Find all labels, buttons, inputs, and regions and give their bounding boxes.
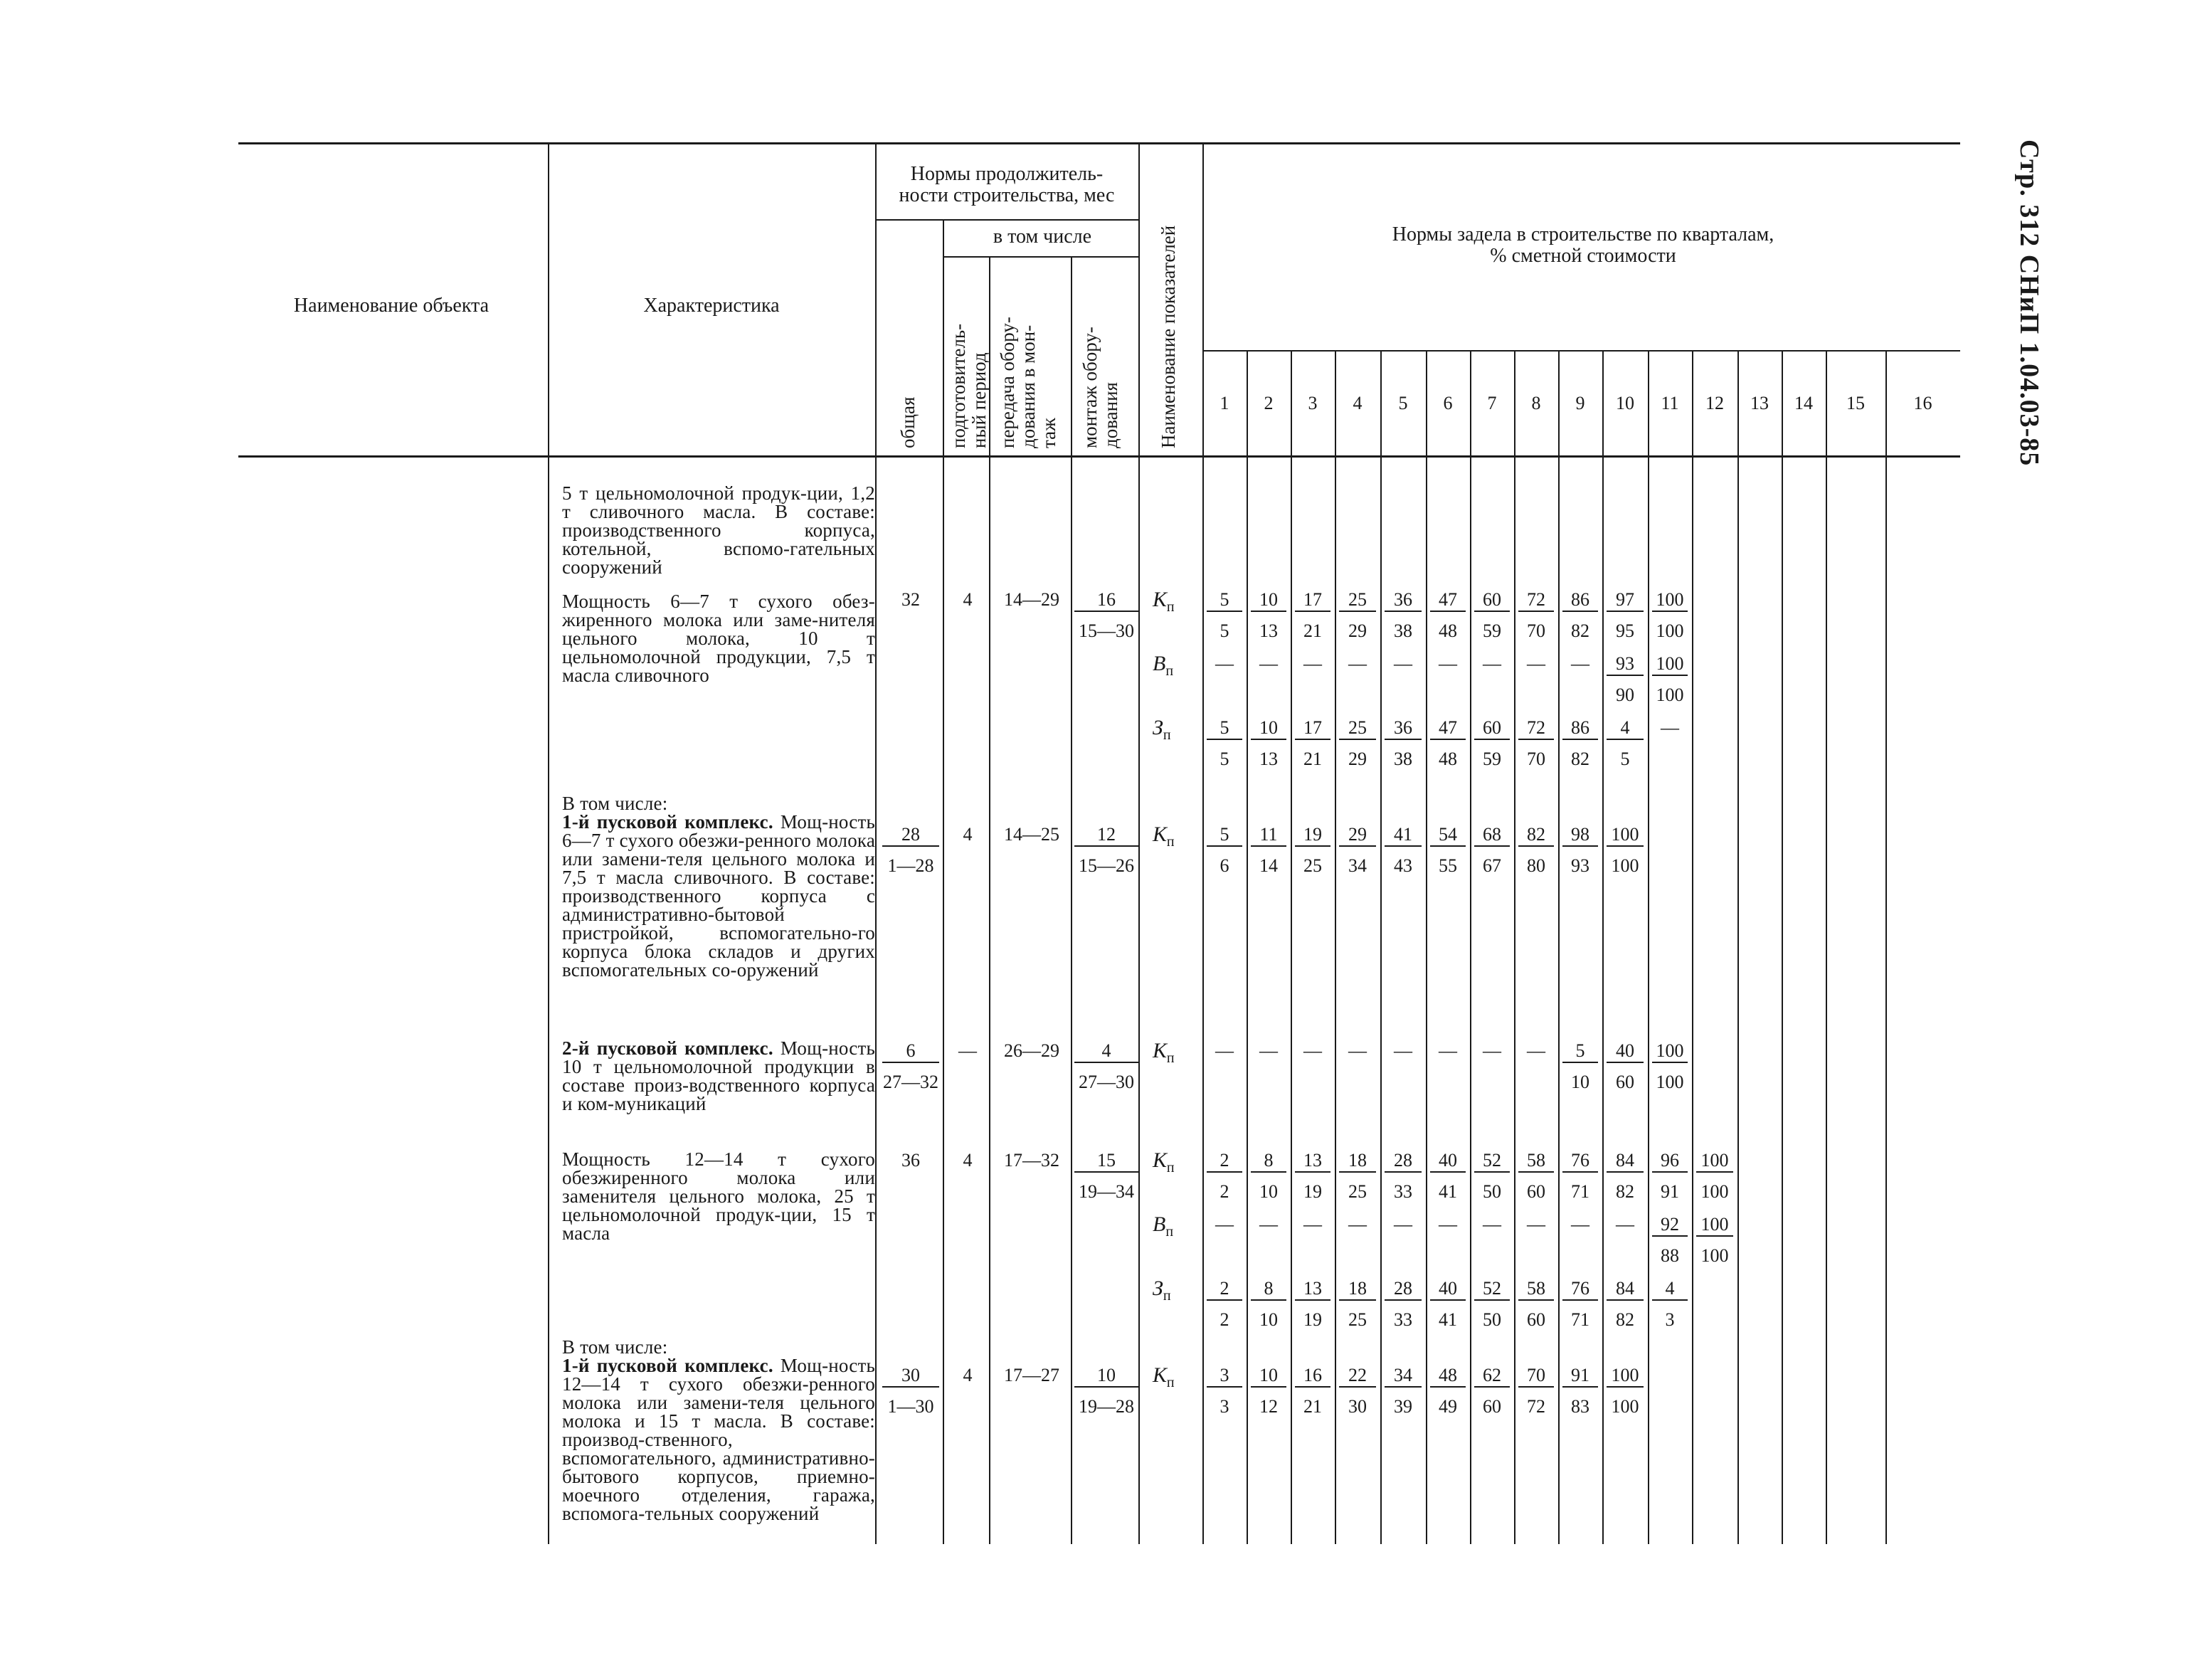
row-4-preparatory: 4 xyxy=(963,1150,973,1171)
row-4-ind-2-q4-top: 18 xyxy=(1339,1278,1376,1301)
row-1-ind-1-q9-top: — xyxy=(1571,653,1589,674)
row-4-ind-0-q3-top: 13 xyxy=(1295,1150,1330,1173)
row-3-ind-0-q9-bottom: 10 xyxy=(1571,1072,1589,1092)
row-1-ind-0-q5-bottom: 38 xyxy=(1394,620,1412,641)
row-4-ind-2-q9-bottom: 71 xyxy=(1571,1309,1589,1330)
row-2-ind-0-q7-bottom: 67 xyxy=(1483,855,1501,876)
row-5-ind-0-q7-bottom: 60 xyxy=(1483,1396,1501,1417)
row-1-ind-0-q7-top: 60 xyxy=(1474,589,1510,612)
row-4-ind-2-q7-bottom: 50 xyxy=(1483,1309,1501,1330)
header-duration-title: Нормы продолжитель- ности строительства, мес xyxy=(899,163,1115,206)
row-4-total: 36 xyxy=(901,1150,920,1171)
row-5-preparatory: 4 xyxy=(963,1365,973,1385)
row-4-ind-2-q2-top: 8 xyxy=(1251,1278,1286,1301)
row-1-ind-2-q4-top: 25 xyxy=(1339,717,1376,740)
quarter-header-8: 8 xyxy=(1531,393,1541,413)
row-1-ind-0-q9-bottom: 82 xyxy=(1571,620,1589,641)
quarter-header-9: 9 xyxy=(1575,393,1585,413)
row-3-ind-0-q5-top: — xyxy=(1394,1040,1412,1061)
quarter-header-4: 4 xyxy=(1353,393,1363,413)
row-3-ind-0-q10-bottom: 60 xyxy=(1616,1072,1634,1092)
header-bottom-border xyxy=(238,455,1960,458)
row-1-ind-2-q7-bottom: 59 xyxy=(1483,749,1501,769)
row-4-ind-2-q11-bottom: 3 xyxy=(1665,1309,1675,1330)
row-4-ind-2-q6-bottom: 41 xyxy=(1439,1309,1457,1330)
row-4-ind-2-q11-top: 4 xyxy=(1652,1278,1688,1301)
row-1-ind-2-q9-bottom: 82 xyxy=(1571,749,1589,769)
row-2-preparatory: 4 xyxy=(963,824,973,845)
row-4-ind-2-q7-top: 52 xyxy=(1474,1278,1510,1301)
quarter-header-14: 14 xyxy=(1794,393,1813,413)
row-2-ind-0-q1-bottom: 6 xyxy=(1220,855,1229,876)
quarter-header-5: 5 xyxy=(1398,393,1408,413)
row-4-ind-0-q4-bottom: 25 xyxy=(1348,1181,1367,1202)
row-1-indicator-0: $К_п$ xyxy=(1153,588,1175,615)
row-5-ind-0-q8-top: 70 xyxy=(1518,1365,1554,1388)
row-5-indicator-0: $К_п$ xyxy=(1153,1363,1175,1390)
row-1-ind-1-q10-top: 93 xyxy=(1607,653,1644,676)
row-1-ind-2-q5-bottom: 38 xyxy=(1394,749,1412,769)
row-4-ind-2-q8-bottom: 60 xyxy=(1527,1309,1545,1330)
row-1-ind-1-q6-top: — xyxy=(1439,653,1457,674)
row-2-ind-0-q3-top: 19 xyxy=(1295,824,1330,847)
row-4-indicator-1: $В_п$ xyxy=(1153,1213,1174,1240)
row-5-transfer: 17—27 xyxy=(1004,1365,1059,1385)
row-4-ind-0-q7-bottom: 50 xyxy=(1483,1181,1501,1202)
row-5-ind-0-q3-top: 16 xyxy=(1295,1365,1330,1388)
quarter-header-2: 2 xyxy=(1264,393,1274,413)
row-1-ind-2-q6-top: 47 xyxy=(1430,717,1466,740)
row-5-ind-0-q2-top: 10 xyxy=(1251,1365,1286,1388)
row-2-transfer: 14—25 xyxy=(1004,824,1059,845)
row-3-ind-0-q11-top: 100 xyxy=(1652,1040,1688,1063)
row-4-ind-0-q1-bottom: 2 xyxy=(1220,1181,1229,1202)
row-4-ind-2-q1-top: 2 xyxy=(1207,1278,1242,1301)
row-3-indicator-0: $К_п$ xyxy=(1153,1039,1175,1066)
row-4-ind-2-q4-bottom: 25 xyxy=(1348,1309,1367,1330)
row-4-ind-0-q9-top: 76 xyxy=(1562,1150,1598,1173)
row-1-ind-0-q3-bottom: 21 xyxy=(1303,620,1322,641)
row-2-ind-0-q4-bottom: 34 xyxy=(1348,855,1367,876)
row-5-ind-0-q4-bottom: 30 xyxy=(1348,1396,1367,1417)
row-4-ind-0-q8-top: 58 xyxy=(1518,1150,1554,1173)
row-1-ind-2-q2-top: 10 xyxy=(1251,717,1286,740)
row-2-ind-0-q4-top: 29 xyxy=(1339,824,1376,847)
row-3-ind-0-q2-top: — xyxy=(1259,1040,1278,1061)
row-5-installation: 10 xyxy=(1074,1365,1138,1388)
row-4-ind-1-q7-top: — xyxy=(1483,1214,1501,1235)
row-1-preparatory: 4 xyxy=(963,589,973,610)
row-4-ind-0-q11-bottom: 91 xyxy=(1661,1181,1679,1202)
row-4-ind-2-q8-top: 58 xyxy=(1518,1278,1554,1301)
row-1-ind-0-q1-bottom: 5 xyxy=(1220,620,1229,641)
row-2-indicator-0: $К_п$ xyxy=(1153,823,1175,850)
row-2-lead: В том числе: xyxy=(562,793,668,814)
row-3-ind-0-q11-bottom: 100 xyxy=(1656,1072,1684,1092)
row-4-indicator-0: $К_п$ xyxy=(1153,1148,1175,1176)
row-2-ind-0-q2-bottom: 14 xyxy=(1259,855,1278,876)
row-1-ind-0-q11-bottom: 100 xyxy=(1656,620,1684,641)
row-3-ind-0-q6-top: — xyxy=(1439,1040,1457,1061)
quarter-header-16: 16 xyxy=(1913,393,1932,413)
row-4-ind-0-q10-top: 84 xyxy=(1607,1150,1644,1173)
row-4-ind-0-q8-bottom: 60 xyxy=(1527,1181,1545,1202)
header-including: в том числе xyxy=(993,226,1092,248)
row-5-ind-0-q1-bottom: 3 xyxy=(1220,1396,1229,1417)
row-4-ind-0-q2-bottom: 10 xyxy=(1259,1181,1278,1202)
row-2-ind-0-q5-bottom: 43 xyxy=(1394,855,1412,876)
row-5-ind-0-q3-bottom: 21 xyxy=(1303,1396,1322,1417)
header-characteristic: Характеристика xyxy=(643,295,780,317)
row-4-ind-0-q5-bottom: 33 xyxy=(1394,1181,1412,1202)
row-1-ind-1-q3-top: — xyxy=(1303,653,1322,674)
row-1-ind-2-q3-top: 17 xyxy=(1295,717,1330,740)
row-5-ind-0-q5-bottom: 39 xyxy=(1394,1396,1412,1417)
row-4-ind-0-q12-bottom: 100 xyxy=(1700,1181,1729,1202)
row-2-ind-0-q2-top: 11 xyxy=(1251,824,1286,847)
row-4-ind-0-q11-top: 96 xyxy=(1652,1150,1688,1173)
row-4-ind-0-q2-top: 8 xyxy=(1251,1150,1286,1173)
row-1-ind-0-q4-top: 25 xyxy=(1339,589,1376,612)
row-2-total-range: 1—28 xyxy=(887,855,934,876)
row-3-ind-0-q10-top: 40 xyxy=(1607,1040,1644,1063)
row-4-ind-0-q12-top: 100 xyxy=(1696,1150,1733,1173)
row-1-ind-0-q4-bottom: 29 xyxy=(1348,620,1367,641)
row-3-total-range: 27—32 xyxy=(883,1072,938,1092)
row-1-ind-2-q3-bottom: 21 xyxy=(1303,749,1322,769)
row-4-ind-1-q8-top: — xyxy=(1527,1214,1545,1235)
row-1-ind-1-q1-top: — xyxy=(1215,653,1234,674)
row-1-ind-2-q10-bottom: 5 xyxy=(1620,749,1630,769)
row-4-ind-2-q3-bottom: 19 xyxy=(1303,1309,1322,1330)
row-1-ind-1-q5-top: — xyxy=(1394,653,1412,674)
row-5-ind-0-q1-top: 3 xyxy=(1207,1365,1242,1388)
row-4-ind-1-q1-top: — xyxy=(1215,1214,1234,1235)
row-5-description: В том числе: 1-й пусковой комплекс. Мощ-ность 12—14 т сухого обезжи-ренного молока или замени-теля цельного молока и 15 т масла. В составе: производ-ственного, вспомогательного, административно-бытового корпусов, приемно-моечного отделения, гаража, вспомога-тельных сооружений xyxy=(562,1336,875,1524)
row-4-ind-1-q3-top: — xyxy=(1303,1214,1322,1235)
row-1-transfer: 14—29 xyxy=(1004,589,1059,610)
row-1-ind-2-q11-top: — xyxy=(1661,717,1679,738)
row-4-ind-1-q11-top: 92 xyxy=(1652,1214,1688,1237)
row-1-ind-1-q11-bottom: 100 xyxy=(1656,685,1684,705)
row-1-ind-1-q7-top: — xyxy=(1483,653,1501,674)
row-4-ind-1-q12-bottom: 100 xyxy=(1700,1245,1729,1266)
row-4-ind-0-q9-bottom: 71 xyxy=(1571,1181,1589,1202)
row-5-ind-0-q2-bottom: 12 xyxy=(1259,1396,1278,1417)
header-installation: монтаж обору- дования xyxy=(1079,327,1121,448)
row-3-transfer: 26—29 xyxy=(1004,1040,1059,1061)
row-1-ind-1-q4-top: — xyxy=(1348,653,1367,674)
row-4-transfer: 17—32 xyxy=(1004,1150,1059,1171)
row-1-ind-1-q10-bottom: 90 xyxy=(1616,685,1634,705)
row-4-ind-2-q10-bottom: 82 xyxy=(1616,1309,1634,1330)
row-5-total-range: 1—30 xyxy=(887,1396,934,1417)
row-5-ind-0-q7-top: 62 xyxy=(1474,1365,1510,1388)
quarter-header-10: 10 xyxy=(1616,393,1634,413)
row-2-ind-0-q3-bottom: 25 xyxy=(1303,855,1322,876)
row-1-ind-0-q6-bottom: 48 xyxy=(1439,620,1457,641)
row-4-ind-2-q6-top: 40 xyxy=(1430,1278,1466,1301)
row-2-ind-0-q7-top: 68 xyxy=(1474,824,1510,847)
page-side-header: Стр. 312 СНиП 1.04.03-85 xyxy=(2014,139,2044,467)
row-3-preparatory: — xyxy=(958,1040,977,1061)
row-5-ind-0-q10-top: 100 xyxy=(1607,1365,1644,1388)
row-4-ind-2-q2-bottom: 10 xyxy=(1259,1309,1278,1330)
row-1-ind-0-q2-top: 10 xyxy=(1251,589,1286,612)
row-1-ind-2-q10-top: 4 xyxy=(1607,717,1644,740)
header-reserve-title: Нормы задела в строительстве по кварталам, % сметной стоимости xyxy=(1392,223,1774,267)
row-5-ind-0-q9-top: 91 xyxy=(1562,1365,1598,1388)
row-4-ind-2-q10-top: 84 xyxy=(1607,1278,1644,1301)
row-4-ind-0-q6-bottom: 41 xyxy=(1439,1181,1457,1202)
row-1-ind-2-q1-top: 5 xyxy=(1207,717,1242,740)
row-1-ind-1-q2-top: — xyxy=(1259,653,1278,674)
row-4-ind-1-q11-bottom: 88 xyxy=(1661,1245,1679,1266)
row-4-ind-0-q4-top: 18 xyxy=(1339,1150,1376,1173)
row-3-ind-0-q1-top: — xyxy=(1215,1040,1234,1061)
row-1-ind-0-q3-top: 17 xyxy=(1295,589,1330,612)
row-1-total: 32 xyxy=(901,589,920,610)
row-2-ind-0-q6-bottom: 55 xyxy=(1439,855,1457,876)
row-1-indicator-1: $В_п$ xyxy=(1153,652,1174,679)
row-5-ind-0-q6-bottom: 49 xyxy=(1439,1396,1457,1417)
row-4-ind-1-q4-top: — xyxy=(1348,1214,1367,1235)
row-1-ind-0-q10-top: 97 xyxy=(1607,589,1644,612)
row-4-ind-0-q10-bottom: 82 xyxy=(1616,1181,1634,1202)
row-4-ind-1-q5-top: — xyxy=(1394,1214,1412,1235)
row-4-ind-0-q5-top: 28 xyxy=(1385,1150,1422,1173)
row-4-ind-1-q6-top: — xyxy=(1439,1214,1457,1235)
row-2-installation: 12 xyxy=(1074,824,1138,847)
header-indicator-name: Наименование показателей xyxy=(1158,225,1179,448)
row-2-ind-0-q10-top: 100 xyxy=(1607,824,1644,847)
row-5-total: 30 xyxy=(882,1365,939,1388)
row-3-description: 2-й пусковой комплекс. Мощ-ность 10 т цельномолочной продукции в составе произ-водственного корпуса и ком-муникаций xyxy=(562,1037,875,1114)
row-1-ind-2-q7-top: 60 xyxy=(1474,717,1510,740)
row-1-ind-0-q5-top: 36 xyxy=(1385,589,1422,612)
row-2-total: 28 xyxy=(882,824,939,847)
quarter-header-7: 7 xyxy=(1487,393,1497,413)
row-4-ind-1-q10-top: — xyxy=(1616,1214,1634,1235)
row-1-ind-0-q9-top: 86 xyxy=(1562,589,1598,612)
row-1-ind-0-q8-bottom: 70 xyxy=(1527,620,1545,641)
row-2-ind-0-q9-top: 98 xyxy=(1562,824,1598,847)
row-3-installation: 4 xyxy=(1074,1040,1138,1063)
row-3-total: 6 xyxy=(882,1040,939,1063)
row-4-ind-1-q9-top: — xyxy=(1571,1214,1589,1235)
row-1-description: Мощность 6—7 т сухого обез-жиренного молока или заме-нителя цельного молока, 10 т цельномолочной продукции, 7,5 т масла сливочного xyxy=(562,591,875,686)
row-5-ind-0-q5-top: 34 xyxy=(1385,1365,1422,1388)
row-5-ind-0-q10-bottom: 100 xyxy=(1611,1396,1639,1417)
row-2-ind-0-q6-top: 54 xyxy=(1430,824,1466,847)
row-2-ind-0-q9-bottom: 93 xyxy=(1571,855,1589,876)
row-5-ind-0-q4-top: 22 xyxy=(1339,1365,1376,1388)
row-3-ind-0-q4-top: — xyxy=(1348,1040,1367,1061)
header-object-name: Наименование объекта xyxy=(293,295,490,317)
row-0-description: 5 т цельномолочной продук-ции, 1,2 т сливочного масла. В составе: производственного корпуса, котельной, вспомо-гательных сооружений xyxy=(562,482,875,578)
row-3-installation-range: 27—30 xyxy=(1079,1072,1134,1092)
row-1-ind-0-q2-bottom: 13 xyxy=(1259,620,1278,641)
row-1-ind-0-q11-top: 100 xyxy=(1652,589,1688,612)
row-1-ind-1-q11-top: 100 xyxy=(1652,653,1688,676)
row-1-ind-0-q8-top: 72 xyxy=(1518,589,1554,612)
header-total: общая xyxy=(897,396,919,448)
row-3-ind-0-q7-top: — xyxy=(1483,1040,1501,1061)
quarter-header-1: 1 xyxy=(1220,393,1229,413)
row-3-ind-0-q9-top: 5 xyxy=(1562,1040,1598,1063)
row-1-ind-2-q8-top: 72 xyxy=(1518,717,1554,740)
row-1-ind-2-q9-top: 86 xyxy=(1562,717,1598,740)
row-2-description: В том числе: 1-й пусковой комплекс. Мощ-ность 6—7 т сухого обезжи-ренного молока или замени-теля цельного молока и 7,5 т масла сливочного. В составе: производственного корпуса с административно-бытовой пристройкой, вспомогательно-го корпуса блока складов и других вспомогательных со-оружений xyxy=(562,793,875,981)
row-4-ind-1-q12-top: 100 xyxy=(1696,1214,1733,1237)
quarter-header-11: 11 xyxy=(1661,393,1679,413)
row-1-ind-2-q8-bottom: 70 xyxy=(1527,749,1545,769)
row-1-ind-0-q1-top: 5 xyxy=(1207,589,1242,612)
row-1-ind-2-q6-bottom: 48 xyxy=(1439,749,1457,769)
quarter-header-15: 15 xyxy=(1846,393,1865,413)
row-2-installation-range: 15—26 xyxy=(1079,855,1134,876)
row-3-ind-0-q3-top: — xyxy=(1303,1040,1322,1061)
row-5-lead: В том числе: xyxy=(562,1336,668,1358)
row-2-ind-0-q1-top: 5 xyxy=(1207,824,1242,847)
row-1-installation: 16 xyxy=(1074,589,1138,612)
row-1-ind-2-q1-bottom: 5 xyxy=(1220,749,1229,769)
row-1-ind-0-q6-top: 47 xyxy=(1430,589,1466,612)
quarter-header-13: 13 xyxy=(1750,393,1769,413)
row-4-ind-2-q9-top: 76 xyxy=(1562,1278,1598,1301)
table-top-border xyxy=(238,142,1960,144)
row-1-ind-1-q8-top: — xyxy=(1527,653,1545,674)
row-1-ind-2-q4-bottom: 29 xyxy=(1348,749,1367,769)
row-1-ind-0-q7-bottom: 59 xyxy=(1483,620,1501,641)
row-4-installation: 15 xyxy=(1074,1150,1138,1173)
row-2-ind-0-q8-top: 82 xyxy=(1518,824,1554,847)
row-3-ind-0-q8-top: — xyxy=(1527,1040,1545,1061)
header-preparatory: подготовитель- ный период xyxy=(948,323,990,448)
row-4-ind-0-q7-top: 52 xyxy=(1474,1150,1510,1173)
row-4-ind-2-q3-top: 13 xyxy=(1295,1278,1330,1301)
row-4-ind-0-q3-bottom: 19 xyxy=(1303,1181,1322,1202)
row-4-description: Мощность 12—14 т сухого обезжиренного молока или заменителя цельного молока, 25 т цельномолочной продук-ции, 15 т масла xyxy=(562,1148,875,1244)
quarter-header-12: 12 xyxy=(1705,393,1724,413)
row-1-indicator-2: $З_п$ xyxy=(1153,716,1171,743)
row-2-ind-0-q5-top: 41 xyxy=(1385,824,1422,847)
row-4-ind-0-q6-top: 40 xyxy=(1430,1150,1466,1173)
row-2-ind-0-q10-bottom: 100 xyxy=(1611,855,1639,876)
row-2-ind-0-q8-bottom: 80 xyxy=(1527,855,1545,876)
row-4-ind-2-q5-top: 28 xyxy=(1385,1278,1422,1301)
row-4-ind-2-q1-bottom: 2 xyxy=(1220,1309,1229,1330)
row-4-ind-1-q2-top: — xyxy=(1259,1214,1278,1235)
header-transfer: передача обору- дования в мон- таж xyxy=(997,317,1059,448)
row-4-indicator-2: $З_п$ xyxy=(1153,1277,1171,1304)
row-4-ind-0-q1-top: 2 xyxy=(1207,1150,1242,1173)
row-1-ind-2-q2-bottom: 13 xyxy=(1259,749,1278,769)
row-5-ind-0-q6-top: 48 xyxy=(1430,1365,1466,1388)
row-5-installation-range: 19—28 xyxy=(1079,1396,1134,1417)
row-1-installation-range: 15—30 xyxy=(1079,620,1134,641)
row-5-ind-0-q9-bottom: 83 xyxy=(1571,1396,1589,1417)
row-4-installation-range: 19—34 xyxy=(1079,1181,1134,1202)
quarter-header-6: 6 xyxy=(1443,393,1453,413)
row-1-ind-0-q10-bottom: 95 xyxy=(1616,620,1634,641)
quarter-header-3: 3 xyxy=(1308,393,1318,413)
row-1-ind-2-q5-top: 36 xyxy=(1385,717,1422,740)
row-5-ind-0-q8-bottom: 72 xyxy=(1527,1396,1545,1417)
row-4-ind-2-q5-bottom: 33 xyxy=(1394,1309,1412,1330)
